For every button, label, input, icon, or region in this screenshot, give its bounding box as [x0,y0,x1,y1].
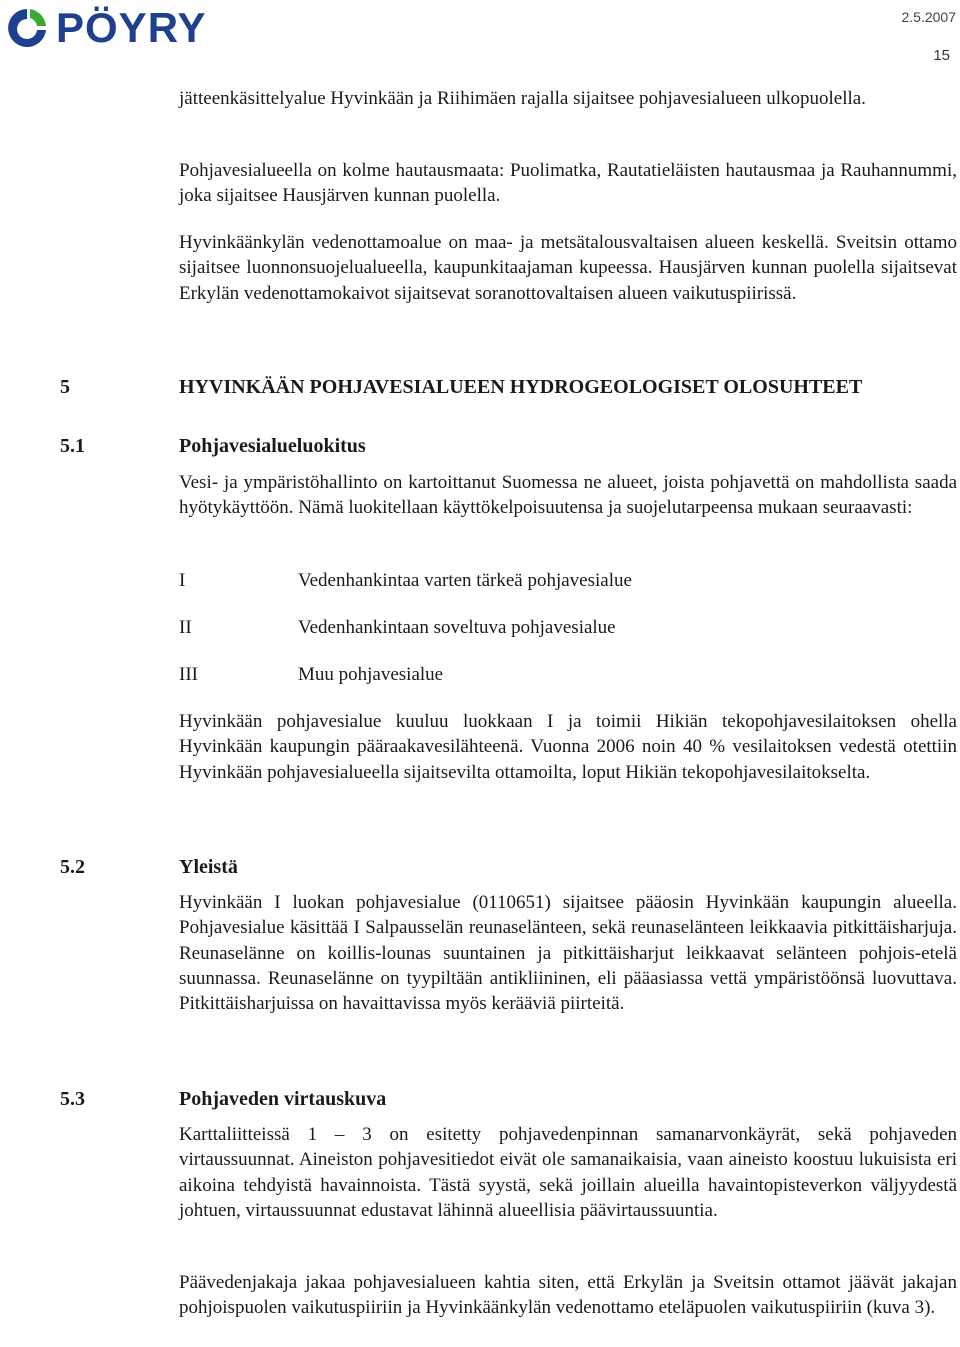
section-number: 5.3 [60,1088,85,1110]
class-label: Vedenhankintaan soveltuva pohjavesialue [298,617,616,638]
paragraph-text: Päävedenjakaja jakaa pohjavesialueen kahtia siten, että Erkylän ja Sveitsin ottamot jäävät jakajan pohjoispuolen vaikutuspiiriin ja Hyvinkäänkylän vedenottamo eteläpuolen vaikutuspiiriin (kuva 3). [179,1272,957,1319]
section-title: Pohjaveden virtauskuva [179,1088,387,1110]
paragraph [179,890,957,1016]
section-number: 5 [60,376,70,398]
class-label: Vedenhankintaa varten tärkeä pohjavesialue [298,570,632,591]
classification-item [179,662,443,687]
paragraph [179,1270,957,1321]
paragraph [179,86,957,111]
section-title: Pohjavesialueluokitus [179,435,366,457]
subsection-heading [60,854,238,880]
logo-text: PÖYRY [56,4,207,51]
paragraph-text: Vesi- ja ympäristöhallinto on kartoittanut Suomessa ne alueet, joista pohjavettä on mahdollista saada hyötykäyttöön. Nämä luokitellaan käyttökelpoisuutensa ja suojelutarpeensa mukaan seuraavasti: [179,472,957,519]
paragraph-text: Karttaliitteissä 1 – 3 on esitetty pohjavedenpinnan samanarvonkäyrät, sekä pohjaveden virtaussuunnat. Aineiston pohjavesitiedot eivät ole samanaikaisia, vaan aineisto koostuu lukuisista eri aikoina tehdyistä havainnoista. Tästä syystä, sekä joillain alueilla havaintopisteverkon väljyydestä johtuen, virtaussuunnat edustavat lähinnä alueellisia päävirtaussuuntia. [179,1124,957,1221]
section-number: 5.2 [60,856,85,878]
paragraph-text: Pohjavesialueella on kolme hautausmaata: Puolimatka, Rautatieläisten hautausmaa ja Rauhannummi, joka sijaitsee Hausjärven kunnan puolella. [179,160,957,207]
paragraph [179,1122,957,1223]
paragraph [179,230,957,306]
class-code: II [179,617,192,638]
section-title: HYVINKÄÄN POHJAVESIALUEEN HYDROGEOLOGISET OLOSUHTEET [179,376,863,398]
paragraph [179,470,957,521]
paragraph-text: Hyvinkään I luokan pohjavesialue (0110651) sijaitsee pääosin Hyvinkään kaupungin alueella. Pohjavesialue käsittää I Salpausselän reunaselänteen, sekä reunaselänteen leikkaavia pitkittäisharjuja. Reunaselänne on koillis-lounas suuntainen ja pitkittäisharjut leikkaavat selänteen pohjois-etelä suunnassa. Reunaselänne on tyypiltään antikliininen, eli pääasiassa vettä ympäristöönsä luovuttava. Pitkittäisharjuissa on havaittavissa myös kerääviä piirteitä. [179,892,957,1015]
section-title: Yleistä [179,856,238,878]
class-code: III [179,664,198,685]
paragraph [179,709,957,785]
classification-item [179,615,616,640]
section-number: 5.1 [60,435,85,457]
classification-item [179,568,632,593]
poyry-logo [4,6,206,50]
paragraph [179,158,957,209]
section-heading [60,374,862,400]
page-number: 15 [933,47,950,64]
page-header [0,0,960,70]
paragraph-text: Hyvinkään pohjavesialue kuuluu luokkaan I ja toimii Hikiän tekopohjavesilaitoksen ohella Hyvinkään kaupungin pääraakavesilähteenä. Vuonna 2006 noin 40 % vesilaitoksen vedestä otettiin Hyvinkään pohjavesialueella sijaitsevilta ottamoilta, loput Hikiän tekopohjavesilaitokselta. [179,711,957,783]
paragraph-text: jätteenkäsittelyalue Hyvinkään ja Riihimäen rajalla sijaitsee pohjavesialueen ulkopuolella. [179,88,866,109]
subsection-heading [60,1086,386,1112]
poyry-logo-icon [4,6,50,50]
subsection-heading [60,433,366,459]
paragraph-text: Hyvinkäänkylän vedenottamoalue on maa- ja metsätalousvaltaisen alueen keskellä. Sveitsin ottamo sijaitsee luonnonsuojelualueella, kaupunkitaajaman kupeessa. Hausjärven kunnan puolella sijaitsevat Erkylän vedenottamokaivot sijaitsevat soranottovaltaisen alueen vaikutuspiirissä. [179,232,957,304]
class-label: Muu pohjavesialue [298,664,444,685]
header-date: 2.5.2007 [901,9,956,25]
class-code: I [179,570,186,591]
